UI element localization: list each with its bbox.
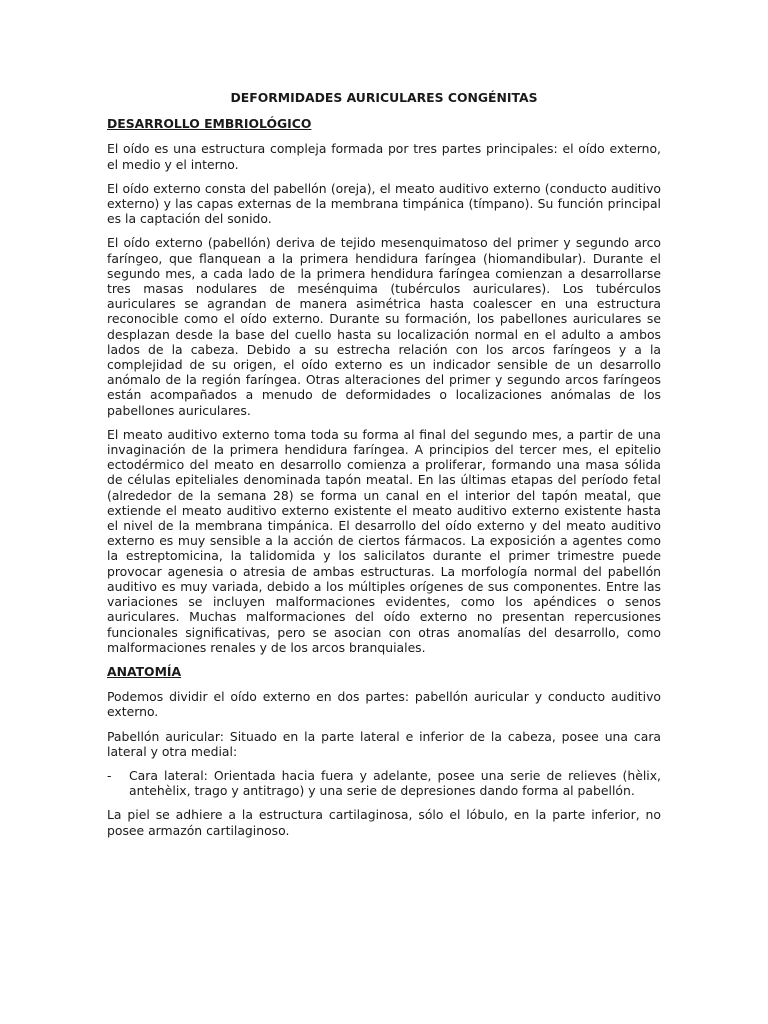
- paragraph: Podemos dividir el oído externo en dos partes: pabellón auricular y conducto auditivo externo.: [107, 689, 661, 720]
- paragraph: El oído es una estructura compleja formada por tres partes principales: el oído externo, el medio y el interno.: [107, 141, 661, 172]
- paragraph: El oído externo consta del pabellón (oreja), el meato auditivo externo (conducto auditivo externo) y las capas externas de la membrana timpánica (tímpano). Su función principal es la captación del sonido.: [107, 180, 661, 227]
- bullet-list: [107, 768, 661, 798]
- list-item-text: Cara lateral: Orientada hacia fuera y adelante, posee una serie de relieves (hèlix, antehèlix, trago y antitrago) y una serie de depresiones dando forma al pabellón.: [129, 767, 661, 799]
- section-heading-desarrollo: DESARROLLO EMBRIOLÓGICO: [107, 116, 312, 132]
- paragraph: El oído externo (pabellón) deriva de tejido mesenquimatoso del primer y segundo arco faríngeo, que flanquean a la primera hendidura faríngea (hiomandibular). Durante el segundo mes, a cada lado de la primera hendidura faríngea comienzan a desarrollarse tres masas nodulares de mesénquima (tubérculos auriculares). Los tubérculos auriculares se agrandan de manera asimétrica hasta coalescer en una estructura reconocible como el oído externo. Durante su formación, los pabellones auriculares se desplazan desde la base del cuello hasta su localización normal en el adulto a ambos lados de la cabeza. Debido a su estrecha relación con los arcos faríngeos y a la complejidad de su origen, el oído externo es un indicador sensible de un desarrollo anómalo de la región faríngea. Otras alteraciones del primer y segundo arcos faríngeos están acompañados a menudo de deformidades o localizaciones anómalas de los pabellones auriculares.: [107, 235, 661, 418]
- paragraph: Pabellón auricular: Situado en la parte lateral e inferior de la cabeza, posee una cara lateral y otra medial:: [107, 728, 661, 759]
- section-heading-anatomia: ANATOMÍA: [107, 663, 182, 679]
- document-page: [107, 90, 661, 847]
- document-title: DEFORMIDADES AURICULARES CONGÉNITAS: [230, 90, 538, 105]
- paragraph: El meato auditivo externo toma toda su forma al final del segundo mes, a partir de una invaginación de la primera hendidura faríngea. A principios del tercer mes, el epitelio ectodérmico del meato en desarrollo comienza a proliferar, formando una masa sólida de células epiteliales denominada tapón meatal. En las últimas etapas del período fetal (alrededor de la semana 28) se forma un canal en el interior del tapón meatal, que extiende el meato auditivo externo existente el meato auditivo externo existente hasta el nivel de la membrana timpánica. El desarrollo del oído externo y del meato auditivo externo es muy sensible a la acción de ciertos fármacos. La exposición a agentes como la estreptomicina, la talidomida y los salicilatos durante el primer trimestre puede provocar agenesia o atresia de ambas estructuras. La morfología normal del pabellón auditivo es muy variada, debido a los múltiples orígenes de sus componentes. Entre las variaciones se incluyen malformaciones evidentes, como los apéndices o senos auriculares. Muchas malformaciones del oído externo no presentan repercusiones funcionales significativas, pero se asocian con otras anomalías del desarrollo, como malformaciones renales y de los arcos branquiales.: [107, 426, 661, 655]
- list-item: [107, 768, 661, 798]
- list-marker: -: [107, 767, 112, 783]
- paragraph: La piel se adhiere a la estructura cartilaginosa, sólo el lóbulo, en la parte inferior, no posee armazón cartilaginoso.: [107, 807, 661, 838]
